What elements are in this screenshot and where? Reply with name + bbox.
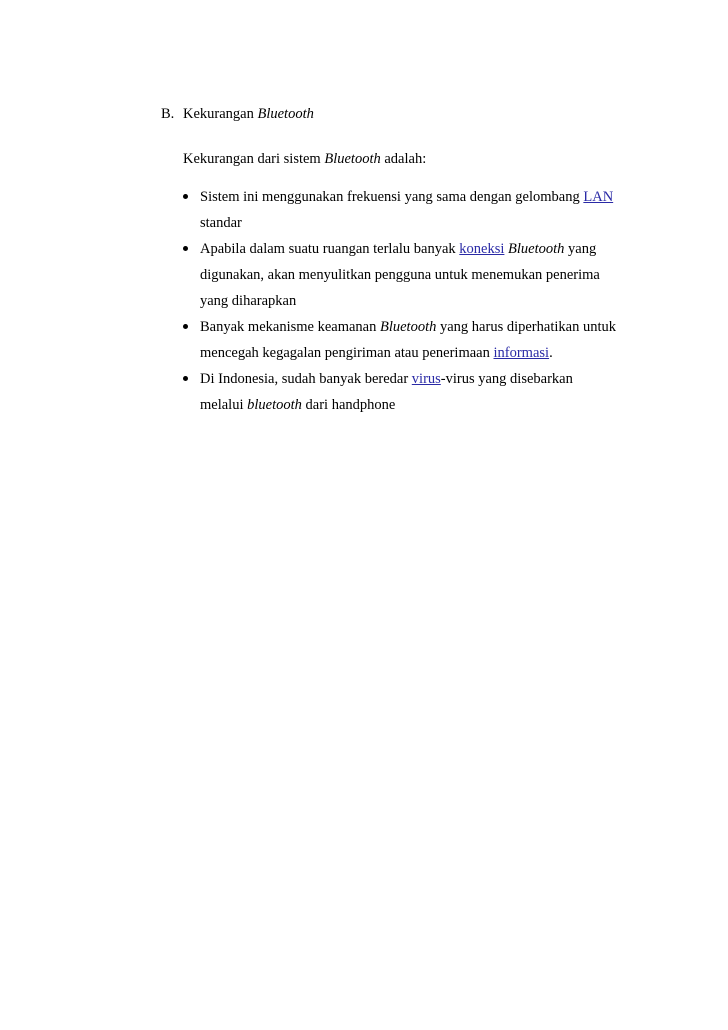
list-item-line — [200, 236, 633, 262]
bullet-icon — [183, 376, 188, 381]
list-item-line: standar — [200, 215, 242, 231]
list-item-text: dari handphone — [305, 397, 396, 413]
list-item-line — [200, 184, 633, 210]
list-item-line — [200, 340, 633, 366]
list-item — [183, 314, 633, 366]
list-item-line — [200, 392, 633, 418]
bullet-list — [183, 184, 633, 418]
list-item — [183, 184, 633, 236]
list-item-text: mencegah kegagalan pengiriman atau penerimaan — [200, 345, 490, 361]
list-item-line — [200, 366, 633, 392]
bullet-icon — [183, 324, 188, 329]
list-item-text: Apabila dalam suatu ruangan terlalu banyak — [200, 241, 456, 257]
section-heading — [161, 104, 314, 124]
intro-emphasis: Bluetooth — [324, 151, 381, 167]
list-item-line: yang diharapkan — [200, 293, 297, 309]
intro-text: Kekurangan dari sistem — [183, 151, 321, 167]
link-koneksi[interactable]: koneksi — [459, 241, 505, 257]
list-item-emphasis: Bluetooth — [508, 241, 565, 257]
link-lan[interactable]: LAN — [583, 189, 614, 205]
intro-text-end: adalah: — [384, 151, 427, 167]
list-item-text: . — [549, 345, 553, 361]
list-item-text: Banyak mekanisme keamanan — [200, 319, 377, 335]
intro-paragraph — [183, 149, 426, 169]
list-item — [183, 366, 633, 418]
list-item-text: -virus yang disebarkan — [440, 371, 573, 387]
list-item-text: Di Indonesia, sudah banyak beredar — [200, 371, 409, 387]
bullet-icon — [183, 194, 188, 199]
list-item-emphasis: Bluetooth — [379, 319, 437, 335]
section-heading-text: Kekurangan — [183, 106, 254, 122]
link-virus[interactable]: virus — [411, 371, 441, 387]
bullet-icon — [183, 246, 188, 251]
list-item-line: digunakan, akan menyulitkan pengguna untuk menemukan penerima — [200, 267, 600, 283]
list-item-emphasis: bluetooth — [247, 397, 302, 413]
section-marker: B. — [161, 106, 175, 122]
link-informasi[interactable]: informasi — [493, 345, 550, 361]
list-item — [183, 236, 633, 314]
list-item-text: melalui — [200, 397, 244, 413]
list-item-text: yang — [568, 241, 597, 257]
section-heading-emphasis: Bluetooth — [257, 106, 314, 122]
list-item-text: Sistem ini menggunakan frekuensi yang sama dengan gelombang — [200, 189, 580, 205]
list-item-text: yang harus diperhatikan untuk — [440, 319, 616, 335]
list-item-line — [200, 314, 633, 340]
